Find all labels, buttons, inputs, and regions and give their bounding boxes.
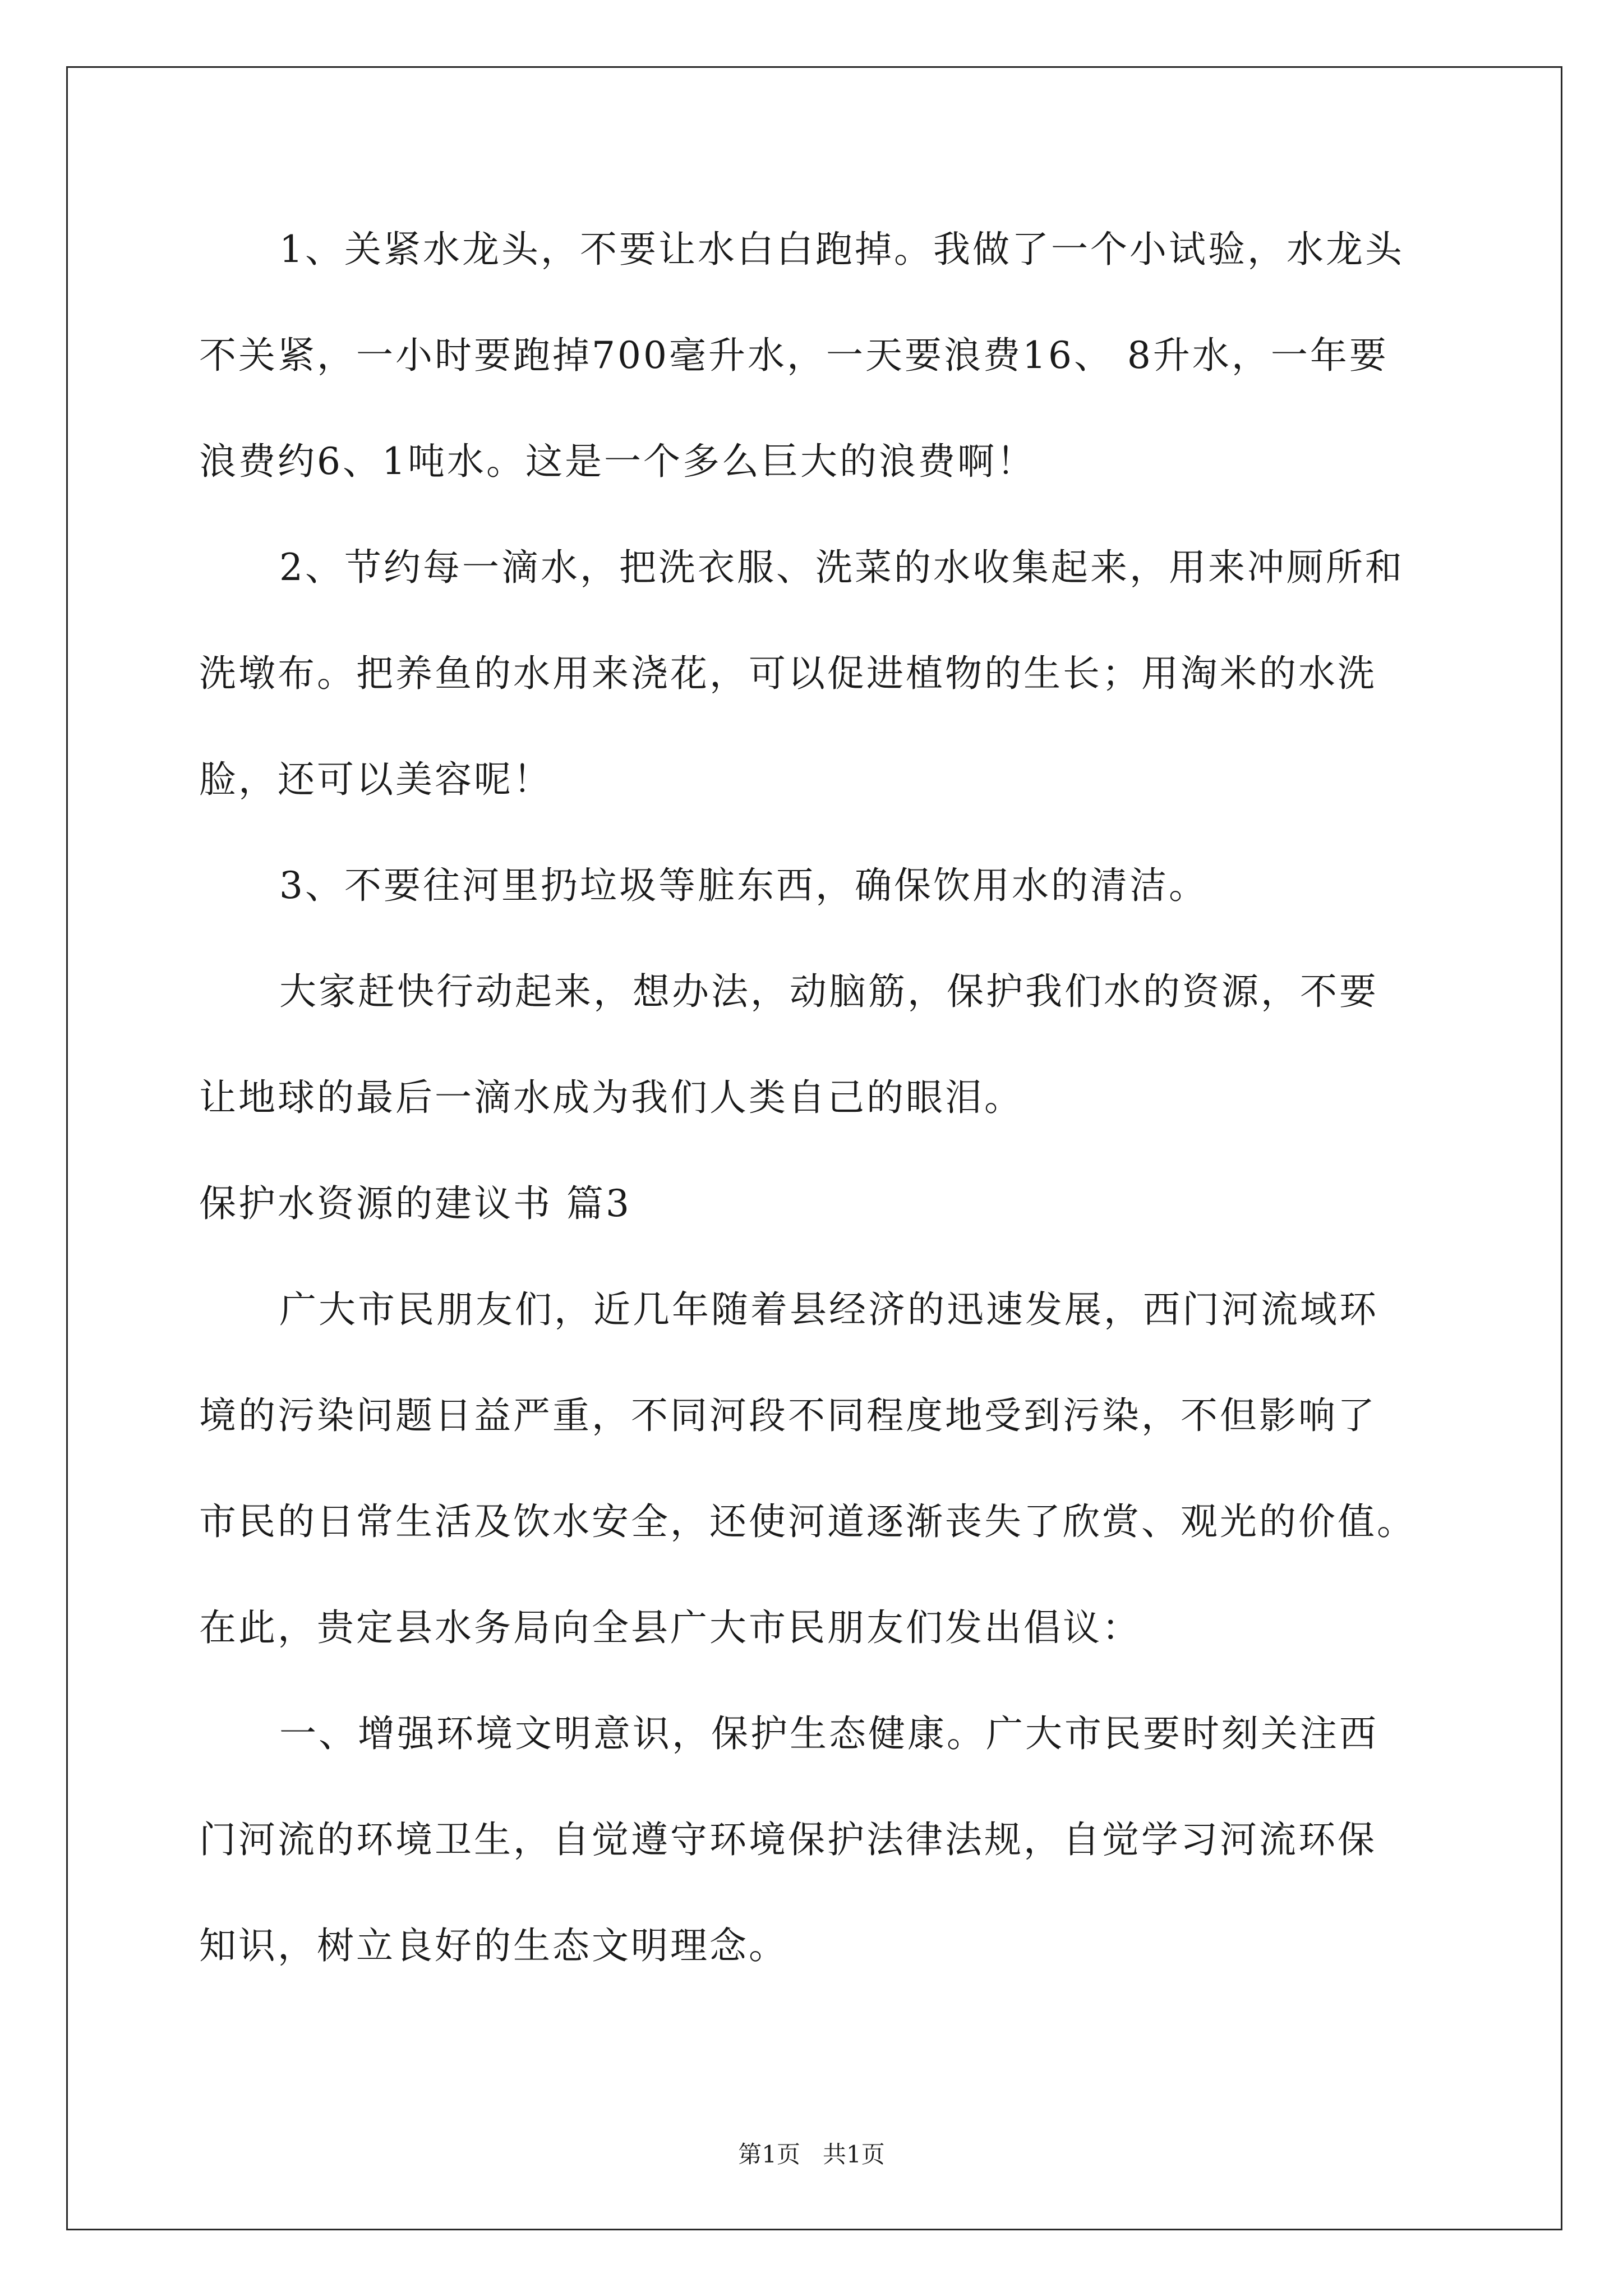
text-line: 广大市民朋友们，近几年随着县经济的迅速发展，西门河流域环	[279, 1288, 1378, 1331]
text-line: 大家赶快行动起来，想办法，动脑筋，保护我们水的资源，不要	[279, 970, 1378, 1013]
text-line: 浪费约6、1吨水。这是一个多么巨大的浪费啊！	[199, 440, 1036, 483]
text-line: 让地球的最后一滴水成为我们人类自己的眼泪。	[199, 1076, 1023, 1119]
page-footer: 第1页 共1页	[738, 2141, 885, 2168]
text-line: 脸，还可以美容呢！	[199, 758, 552, 801]
text-line: 不关紧，一小时要跑掉700毫升水，一天要浪费16、 8升水，一年要	[199, 334, 1389, 377]
text-line: 知识，树立良好的生态文明理念。	[199, 1924, 788, 1967]
text-line: 2、节约每一滴水，把洗衣服、洗菜的水收集起来，用来冲厕所和	[279, 546, 1404, 589]
text-line: 1、关紧水龙头，不要让水白白跑掉。我做了一个小试验，水龙头	[279, 228, 1404, 271]
text-line: 洗墩布。把养鱼的水用来浇花，可以促进植物的生长；用淘米的水洗	[199, 652, 1377, 695]
text-line: 3、不要往河里扔垃圾等脏东西，确保饮用水的清洁。	[279, 864, 1208, 907]
text-line: 市民的日常生活及饮水安全，还使河道逐渐丧失了欣赏、观光的价值。	[199, 1500, 1416, 1543]
page-frame	[66, 66, 1562, 2230]
text-line: 一、增强环境文明意识，保护生态健康。广大市民要时刻关注西	[279, 1712, 1378, 1755]
section-heading: 保护水资源的建议书 篇3	[199, 1182, 631, 1225]
text-line: 境的污染问题日益严重，不同河段不同程度地受到污染，不但影响了	[199, 1394, 1377, 1437]
text-line: 门河流的环境卫生，自觉遵守环境保护法律法规，自觉学习河流环保	[199, 1818, 1377, 1861]
text-line: 在此，贵定县水务局向全县广大市民朋友们发出倡议：	[199, 1606, 1141, 1649]
